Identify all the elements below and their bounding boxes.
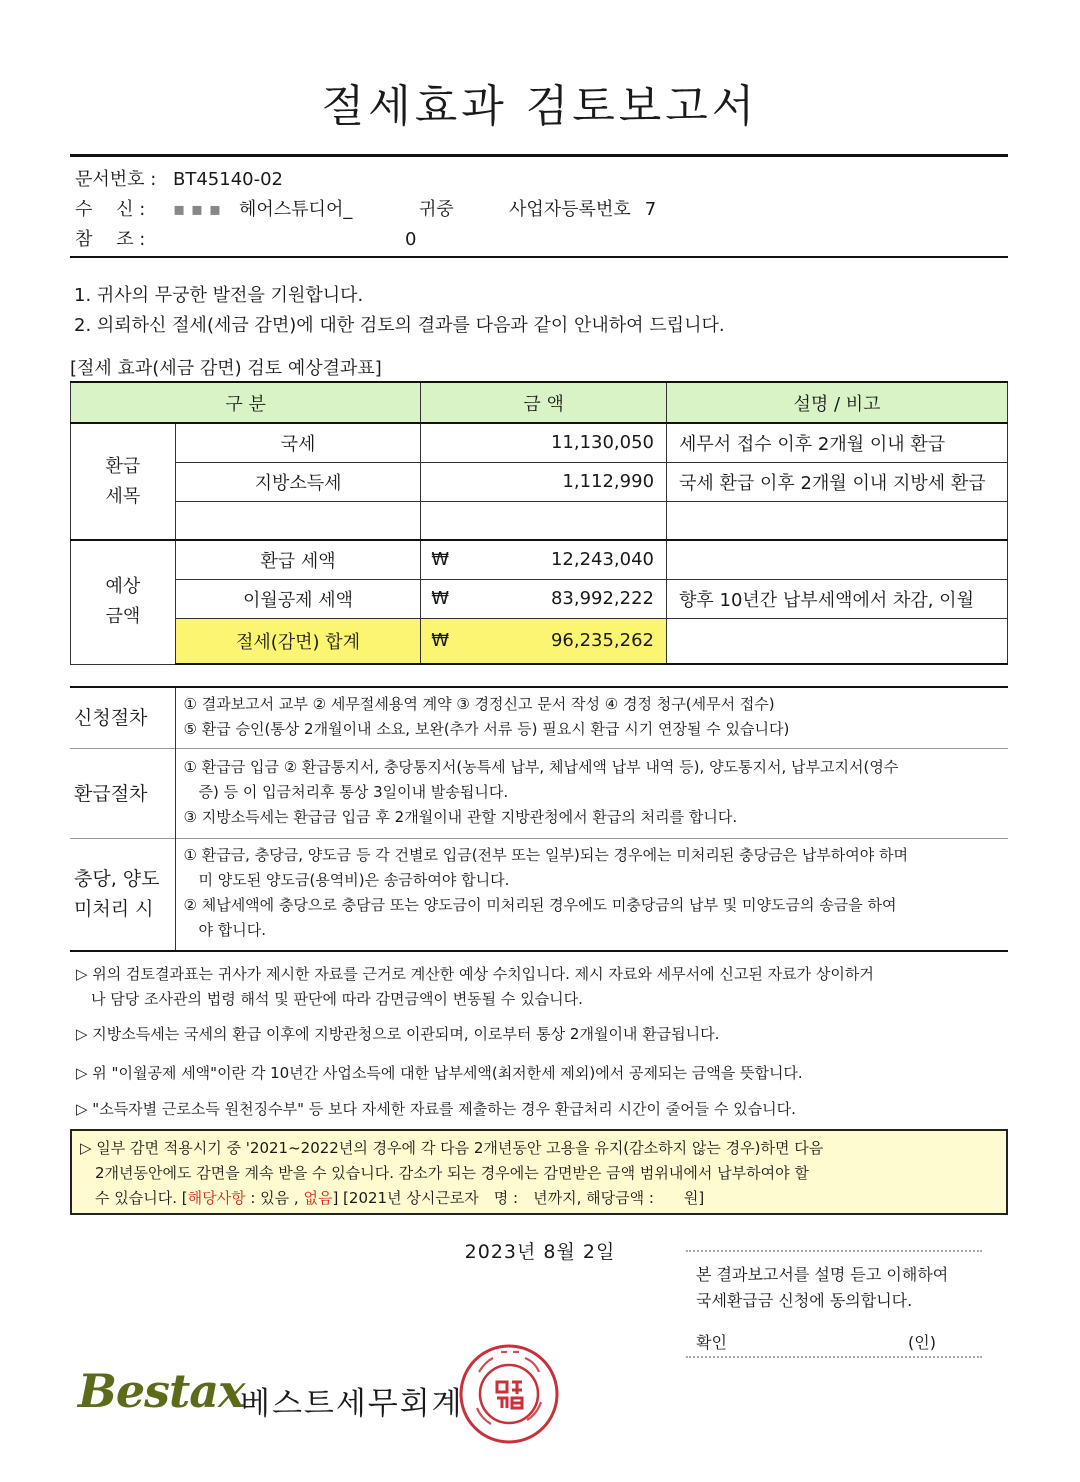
doc-number: BT45140-02 — [173, 169, 284, 190]
won-sign: ₩ — [431, 549, 450, 571]
header-amount: 금 액 — [421, 382, 667, 423]
doc-number-row — [75, 165, 283, 191]
row-item: 지방소득세 — [175, 462, 421, 501]
row-note — [667, 618, 1008, 664]
row-item: 이월공제 세액 — [175, 579, 421, 618]
firm-name: 베스트세무회계 — [240, 1386, 464, 1422]
row-note: 국세 환급 이후 2개월 이내 지방세 환급 — [667, 462, 1008, 501]
bestax-logo: Bestax — [78, 1364, 245, 1418]
reference-label: 참 조 : — [75, 229, 146, 250]
row-item: 국세 — [175, 423, 421, 462]
report-date: 2023년 8월 2일 — [464, 1241, 616, 1263]
row-item: 환급 세액 — [175, 540, 421, 579]
row-note: 향후 10년간 납부세액에서 차감, 이월 — [667, 579, 1008, 618]
table-row — [71, 579, 1008, 618]
procedure-label: 환급절차 — [70, 749, 175, 839]
consent-text: 본 결과보고서를 설명 듣고 이해하여 국세환급금 신청에 동의합니다. — [696, 1265, 949, 1310]
row-note — [667, 501, 1008, 540]
note-1: ▷ 위의 검토결과표는 귀사가 제시한 자료를 근거로 계산한 예상 수치입니다. 제시 자료와 세무서에 신고된 자료가 상이하거 나 담당 조사관의 법령 해석 및 판단에 따라 감면금액이 변동될 수 있습니다. — [76, 965, 874, 1008]
seal-mark: (인) — [908, 1333, 936, 1352]
procedure-body: ① 결과보고서 교부 ② 세무절세용역 계약 ③ 경정신고 문서 작성 ④ 경정 청구(세무서 접수) ⑤ 환급 승인(통상 2개월이내 소요, 보완(추가 서류 등) 필요시 환급 시기 연장될 수 있습니다) — [183, 695, 790, 738]
note-3: ▷ 위 "이월공제 세액"이란 각 10년간 사업소득에 대한 납부세액(최저한세 제외)에서 공제되는 금액을 뜻합니다. — [76, 1064, 803, 1082]
procedure-body: ① 환급금 입금 ② 환급통지서, 충당통지서(농특세 납부, 체납세액 납부 내역 등), 양도통지서, 납부고지서(영수 증) 등 이 입금처리후 통상 3일이내 발송됩니다. ③ 지방소득세는 환급금 입금 후 2개월이내 관할 지방관청에서 환급의 처리를 합니다. — [183, 758, 899, 826]
consent-box — [686, 1250, 982, 1358]
table-row — [71, 501, 1008, 540]
note-2: ▷ 지방소득세는 국세의 환급 이후에 지방관청으로 이관되며, 이로부터 통상 2개월이내 환급됩니다. — [76, 1025, 720, 1043]
table-row — [71, 462, 1008, 501]
reference-value: 0 — [405, 229, 417, 250]
employment-note-box: ▷ 일부 감면 적용시기 중 '2021~2022년의 경우에 각 다음 2개년동안 고용을 유지(감소하지 않는 경우)하면 다음 2개년동안에도 감면을 계속 받을 수 있습니다. 감소가 되는 경우에는 감면받은 금액 범위내에서 납부하여야 할 수 있습니다. [해당사항 : 있음 , 없음] [2021년 상시근로자 명 : 년까지, 해당금액 : 원] — [70, 1129, 1008, 1215]
intro-line-1: 1. 귀사의 무궁한 발전을 기원합니다. — [74, 285, 364, 306]
document-header — [70, 154, 1008, 258]
recipient-label: 수 신 : — [75, 199, 146, 220]
row-amount: ₩ 83,992,222 — [421, 579, 667, 618]
header-category: 구 분 — [71, 382, 421, 423]
row-note — [667, 540, 1008, 579]
procedure-body: ① 환급금, 충당금, 양도금 등 각 건별로 입금(전부 또는 일부)되는 경우에는 미처리된 충당금은 납부하여야 하며 미 양도된 양도금(용역비)은 송금하여야 합니다. ② 체납세액에 충당으로 충담금 또는 양도금이 미처리된 경우에도 미충당금의 납부 및 미양도금의 송금을 하여 야 합니다. — [183, 846, 909, 940]
note-4: ▷ "소득자별 근로소득 원천징수부" 등 보다 자세한 자료를 제출하는 경우 환급처리 시간이 줄어들 수 있습니다. — [76, 1100, 796, 1118]
table-row — [71, 423, 1008, 462]
refund-group-label: 환급 세목 — [71, 423, 176, 540]
total-label: 절세(감면) 합계 — [175, 618, 421, 664]
honorific: 귀중 — [419, 199, 454, 220]
confirm-label: 확인 — [696, 1333, 727, 1352]
company-seal-icon — [457, 1342, 561, 1446]
procedure-label: 신청절차 — [70, 687, 175, 749]
header-note: 설명 / 비고 — [667, 382, 1008, 423]
total-amount: ₩ 96,235,262 — [421, 618, 667, 664]
row-item — [175, 501, 421, 540]
reference-row — [75, 225, 416, 251]
doc-number-label: 문서번호 : — [75, 169, 157, 190]
recipient-name: ▪ ▪ ▪ 헤어스튜디어_ — [173, 199, 353, 220]
table-caption: [절세 효과(세금 감면) 검토 예상결과표] — [70, 358, 382, 379]
row-amount: ₩ 12,243,040 — [421, 540, 667, 579]
biz-reg-number: 7 — [644, 199, 657, 220]
report-title: 절세효과 검토보고서 — [321, 81, 759, 132]
result-table — [70, 381, 1008, 665]
won-sign: ₩ — [431, 588, 450, 609]
row-amount: 11,130,050 — [421, 423, 667, 462]
table-header-row — [71, 382, 1008, 423]
expected-group-label: 예상 금액 — [71, 540, 176, 664]
row-amount — [421, 501, 667, 540]
procedure-row — [70, 749, 1008, 839]
procedure-row — [70, 839, 1008, 951]
biz-reg-label: 사업자등록번호 — [509, 199, 631, 220]
procedure-row — [70, 687, 1008, 749]
recipient-row — [75, 195, 656, 221]
total-row — [71, 618, 1008, 664]
row-amount: 1,112,990 — [421, 462, 667, 501]
procedure-label: 충당, 양도 미처리 시 — [70, 839, 175, 951]
procedure-table — [70, 686, 1008, 952]
table-row — [71, 540, 1008, 579]
won-sign: ₩ — [431, 630, 450, 652]
row-note: 세무서 접수 이후 2개월 이내 환급 — [667, 423, 1008, 462]
intro-line-2: 2. 의뢰하신 절세(세금 감면)에 대한 검토의 결과를 다음과 같이 안내하여 드립니다. — [74, 315, 725, 336]
